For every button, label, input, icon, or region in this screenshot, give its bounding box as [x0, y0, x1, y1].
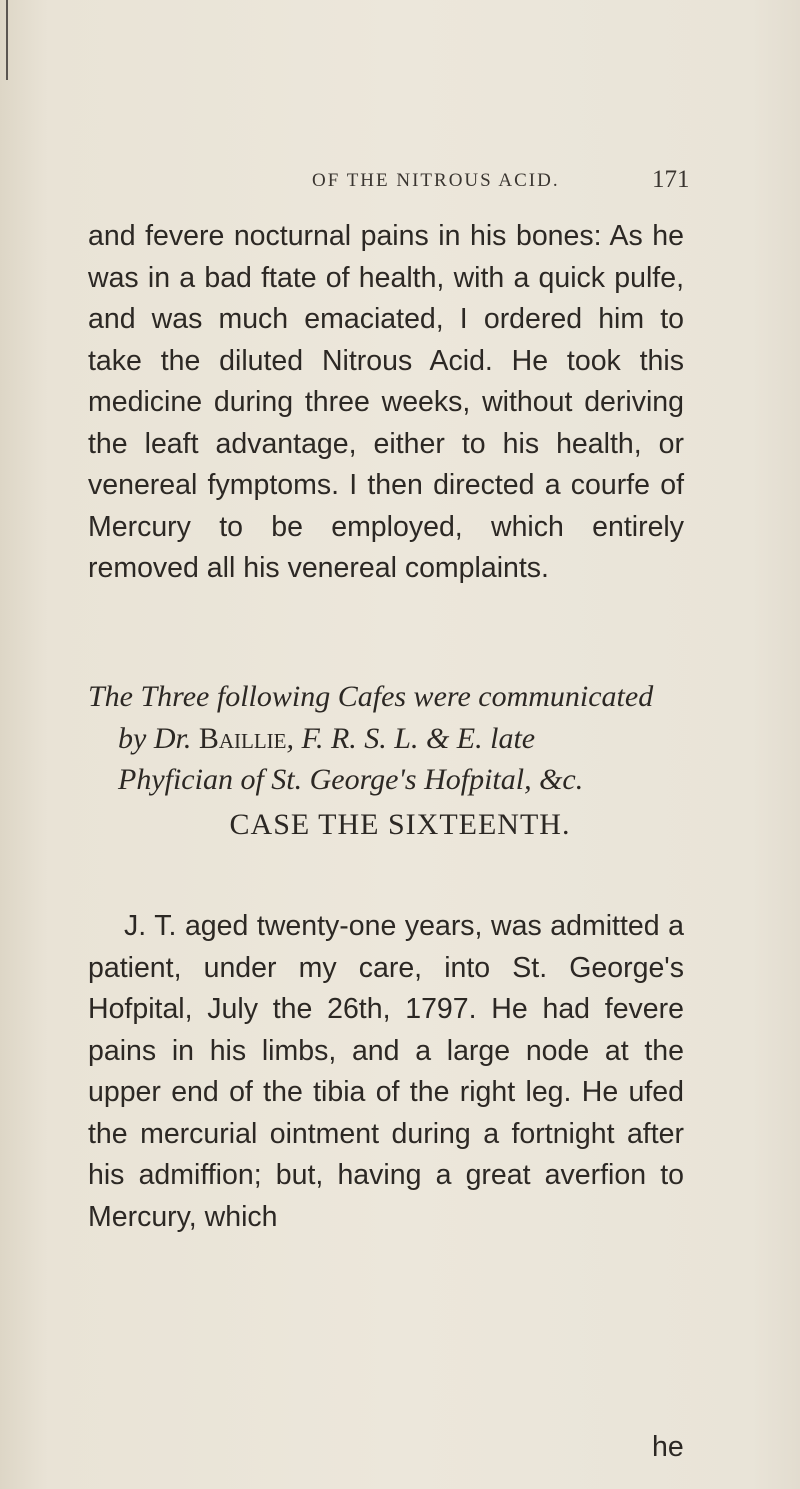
note-author-name: Baillie	[198, 721, 287, 755]
communication-note	[88, 676, 688, 801]
running-head	[0, 166, 800, 200]
note-line-3: Phyfician of St. George's Hofpital, &c.	[118, 763, 584, 796]
page-number: 171	[652, 166, 690, 193]
note-line-1: The Three following Cafes were communicated	[88, 680, 654, 713]
note-line-2-suffix: , F. R. S. L. & E. late	[286, 721, 536, 755]
paragraph-1-text: and fevere nocturnal pains in his bones: As he was in a bad ftate of health, with a quick pulfe, and was much emaciated, I ordered him to take the diluted Nitrous Acid. He took this medicine during three weeks, without deriving the leaft advantage, either to his health, or venereal fymptoms. I then directed a courfe of Mercury to be employed, which entirely removed all his venereal complaints.	[88, 220, 684, 584]
running-head-title: OF THE NITROUS ACID.	[312, 170, 560, 191]
case-paragraph	[88, 906, 684, 1238]
note-line-2	[88, 718, 688, 760]
paragraph-2-text: J. T. aged twenty-one years, was admitted a patient, under my care, into St. George's Hofpital, July the 26th, 1797. He had fevere pains in his limbs, and a large node at the upper end of the tibia of the right leg. He ufed the mercurial ointment during a fortnight after his admiffion; but, having a great averfion to Mercury, which	[88, 910, 684, 1233]
case-heading: CASE THE SIXTEENTH.	[229, 808, 571, 841]
catchword: he	[652, 1431, 684, 1463]
paragraph-continued	[88, 216, 684, 590]
note-line-2-prefix: by Dr.	[118, 721, 199, 755]
page-edge-line	[6, 0, 8, 80]
